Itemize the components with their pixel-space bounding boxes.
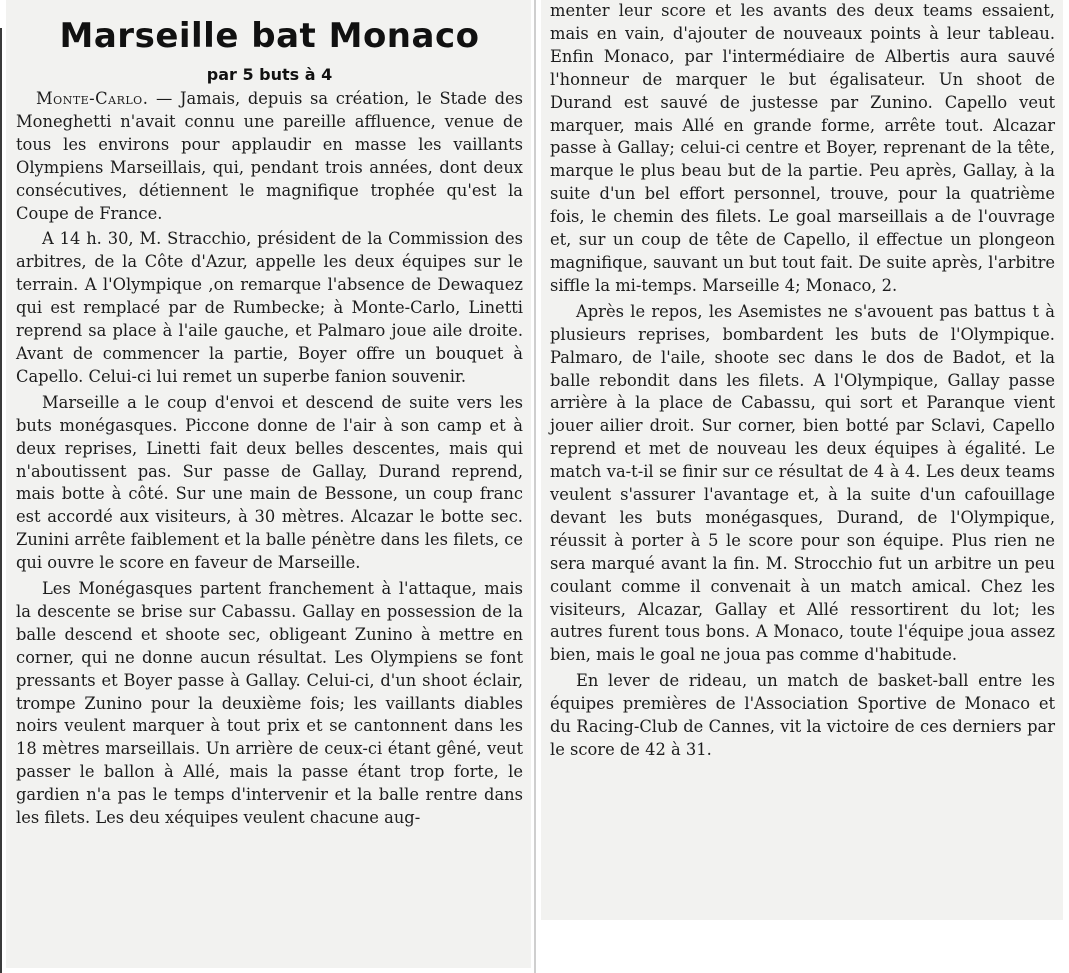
article-paragraph: Après le repos, les Asemistes ne s'avouent pas battus t à plusieurs reprises, bombardent les buts de l'Olympique. Palmaro, de l'aile, shoote sec dans le dos de Badot, et la balle rebondit dans les filets. A l'Olympique, Gallay passe arrière à la place de Cabassu, qui sort et Paranque vient jouer ailier droit. Sur corner, bien botté par Sclavi, Capello reprend et met de nouveau les deux équipes à égalité. Le match va-t-il se finir sur ce résultat de 4 à 4. Les deux teams veulent s'assurer l'avantage et, à la suite d'un cafouillage devant les buts monégasques, Durand, de l'Olympique, réussit à porter à 5 le score pour son équipe. Plus rien ne sera marqué avant la fin. M. Strocchio fut un arbitre un peu coulant comme il convenait à un match amical. Chez les visiteurs, Alcazar, Gallay et Allé ressortirent du lot; les autres furent tous bons. A Monaco, toute l'équipe joua assez bien, mais le goal ne joua pas comme d'habitude. <box>550 301 1055 665</box>
article-paragraph: Les Monégasques partent franchement à l'attaque, mais la descente se brise sur Cabassu. Gallay en possession de la balle descend et shoote sec, obligeant Zunino à mettre en corner, qui ne donne aucun résultat. Les Olympiens se font pressants et Boyer passe à Gallay. Celui-ci, d'un shoot éclair, trompe Zunino pour la deuxième fois; les vaillants diables noirs veulent marquer à tout prix et se cantonnent dans les 18 mètres marseillais. Un arrière de ceux-ci étant gêné, veut passer le ballon à Allé, mais la passe étant trop forte, le gardien n'a pas le temps d'intervenir et la balle rentre dans les filets. Les deu xéquipes veulent chacune aug- <box>16 579 523 828</box>
left-column <box>6 0 531 968</box>
paragraph-text: — Jamais, depuis sa création, le Stade des Moneghetti n'avait connu une pareille affluence, venue de tous les environs pour applaudir en masse les vaillants Olympiens Marseillais, qui, pendant trois années, dont deux consécutives, détiennent le magnifique trophée qu'est la Coupe de France. <box>16 89 523 223</box>
right-column <box>541 0 1063 920</box>
dateline: Monte-Carlo. <box>36 89 149 108</box>
article-paragraph: En lever de rideau, un match de basket-ball entre les équipes premières de l'Association Sportive de Monaco et du Racing-Club de Cannes, vit la victoire de ces derniers par le score de 42 à 31. <box>550 671 1055 759</box>
article-paragraph: menter leur score et les avants des deux teams essaient, mais en vain, d'ajouter de nouveaux points à leur tableau. Enfin Monaco, par l'intermédiaire de Albertis aura sauvé l'honneur de marquer le but égalisateur. Un shoot de Durand est sauvé de justesse par Zunino. Capello veut marquer, mais Allé en grande forme, arrête tout. Alcazar passe à Gallay; celui-ci centre et Boyer, reprenant de la tête, marque le plus beau but de la partie. Peu après, Gallay, à la suite d'un bel effort personnel, trouve, pour la quatrième fois, le chemin des filets. Le goal marseillais a de l'ouvrage et, sur un coup de tête de Capello, il effectue un plongeon magnifique, sauvant un but tout fait. De suite après, l'arbitre siffle la mi-temps. Marseille 4; Monaco, 2. <box>550 1 1055 295</box>
article-paragraph <box>16 88 523 225</box>
column-rule <box>0 28 2 973</box>
column-gutter <box>534 0 536 973</box>
article-paragraph: Marseille a le coup d'envoi et descend de suite vers les buts monégasques. Piccone donne de l'air à son camp et à deux reprises, Linetti fait deux belles descentes, mais qui n'aboutissent pas. Sur passe de Gallay, Durand reprend, mais botte à côté. Sur une main de Bessone, un coup franc est accordé aux visiteurs, à 30 mètres. Alcazar le botte sec. Zunini arrête faiblement et la balle pénètre dans les filets, ce qui ouvre le score en faveur de Marseille. <box>16 392 523 573</box>
article-paragraph: A 14 h. 30, M. Stracchio, président de la Commission des arbitres, de la Côte d'Azur, appelle les deux équipes sur le terrain. A l'Olympique ,on remarque l'absence de Dewaquez qui est remplacé par de Rumbecke; à Monte-Carlo, Linetti reprend sa place à l'aile gauche, et Palmaro joue aile droite. Avant de commencer la partie, Boyer offre un bouquet à Capello. Celui-ci lui remet un superbe fanion souvenir. <box>16 229 523 386</box>
subheadline: par 5 buts à 4 <box>206 65 333 84</box>
headline: Marseille bat Monaco <box>59 16 480 56</box>
